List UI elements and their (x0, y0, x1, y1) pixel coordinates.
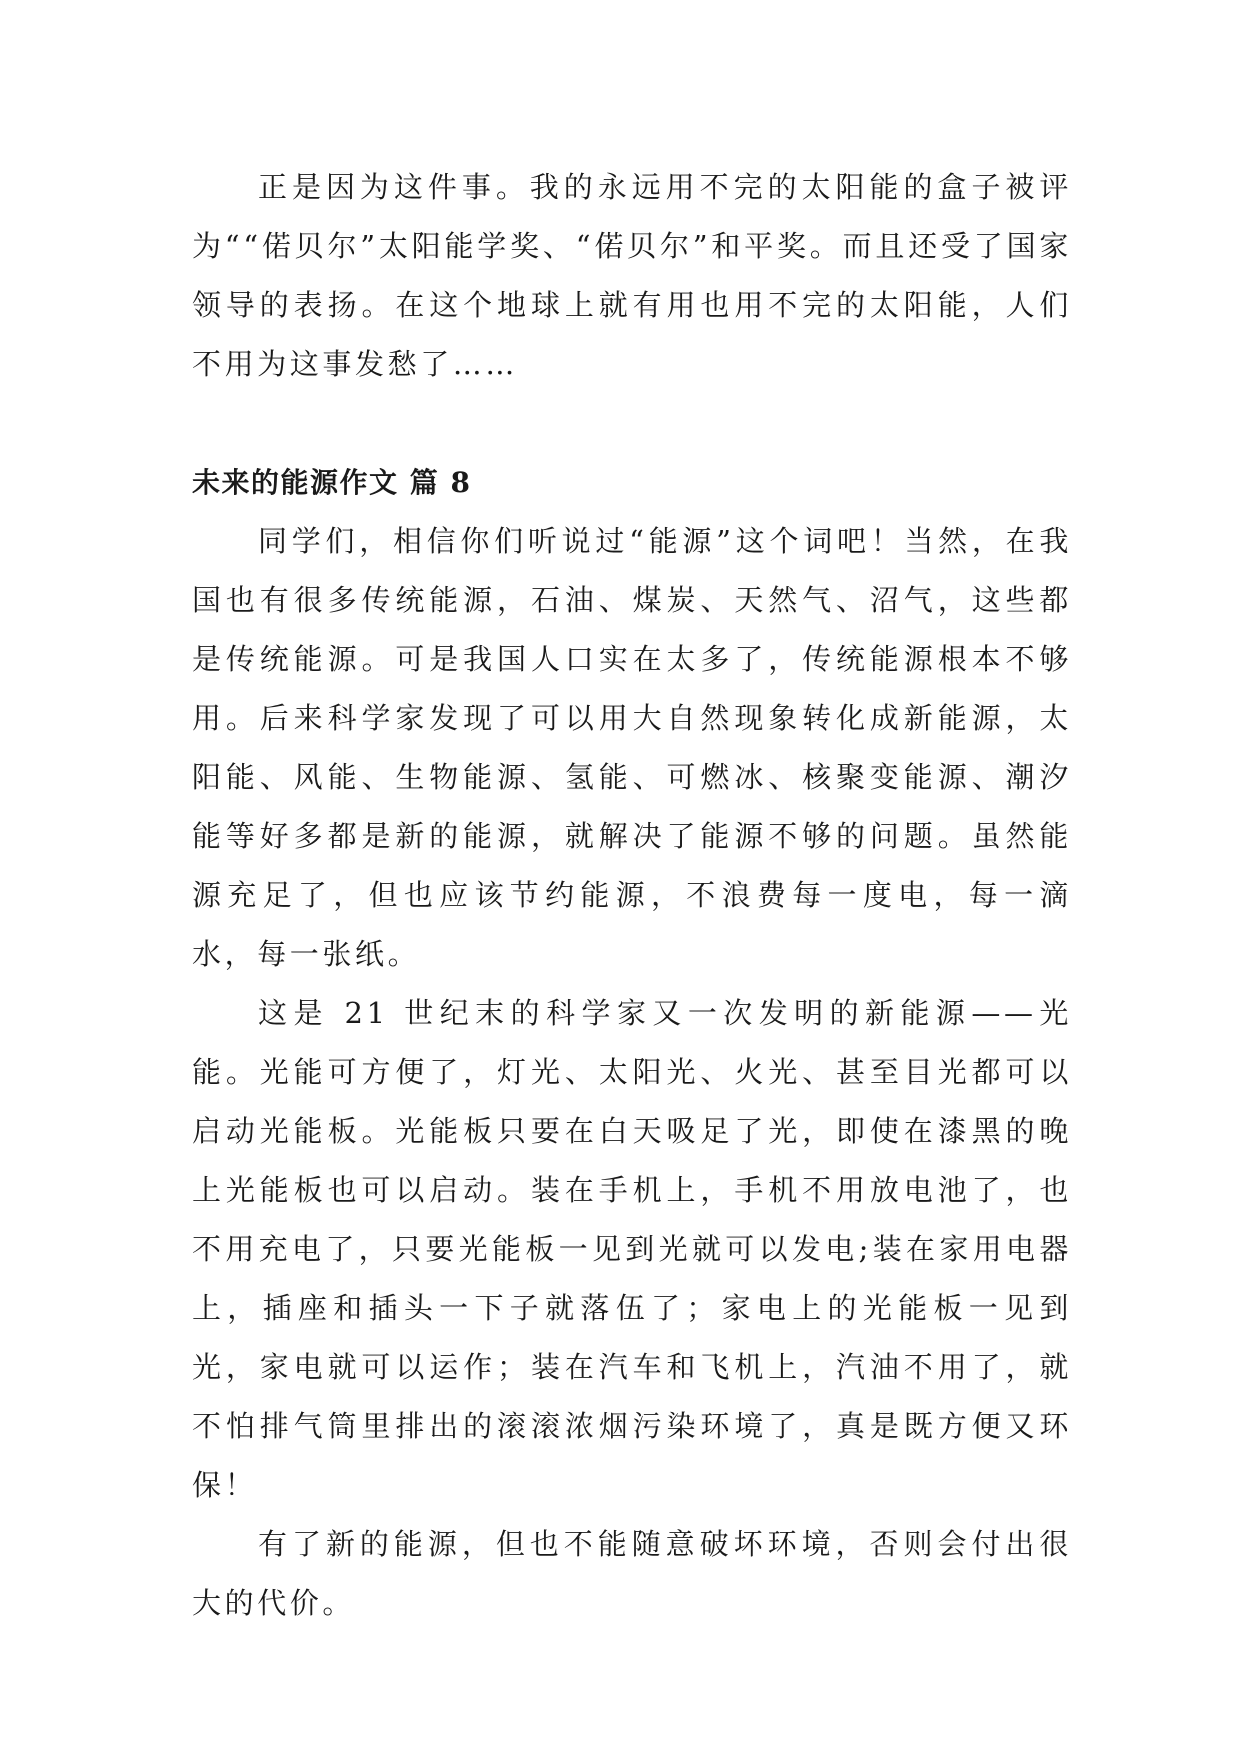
paragraph-1: 同学们，相信你们听说过“能源”这个词吧！当然，在我国也有很多传统能源，石油、煤炭、天然气、沼气，这些都是传统能源。可是我国人口实在太多了，传统能源根本不够用。后来科学家发现了可以用大自然现象转化成新能源，太阳能、风能、生物能源、氢能、可燃冰、核聚变能源、潮汐能等好多都是新的能源，就解决了能源不够的问题。虽然能源充足了，但也应该节约能源，不浪费每一度电，每一滴水，每一张纸。 (192, 524, 1072, 971)
section-heading: 未来的能源作文 篇 8 (192, 466, 472, 499)
paragraph-3: 有了新的能源，但也不能随意破坏环境，否则会付出很大的代价。 (192, 1527, 1072, 1620)
document-body (192, 158, 1072, 1633)
paragraph-2: 这是 21 世纪末的科学家又一次发明的新能源——光能。光能可方便了，灯光、太阳光、火光、甚至目光都可以启动光能板。光能板只要在白天吸足了光，即使在漆黑的晚上光能板也可以启动。装在手机上，手机不用放电池了，也不用充电了，只要光能板一见到光就可以发电;装在家用电器上，插座和插头一下子就落伍了；家电上的光能板一见到光，家电就可以运作；装在汽车和飞机上，汽油不用了，就不怕排气筒里排出的滚滚浓烟污染环境了，真是既方便又环保！ (192, 996, 1072, 1502)
paragraph-intro: 正是因为这件事。我的永远用不完的太阳能的盒子被评为““偌贝尔”太阳能学奖、“偌贝尔”和平奖。而且还受了国家领导的表扬。在这个地球上就有用也用不完的太阳能，人们不用为这事发愁了…… (192, 170, 1072, 381)
